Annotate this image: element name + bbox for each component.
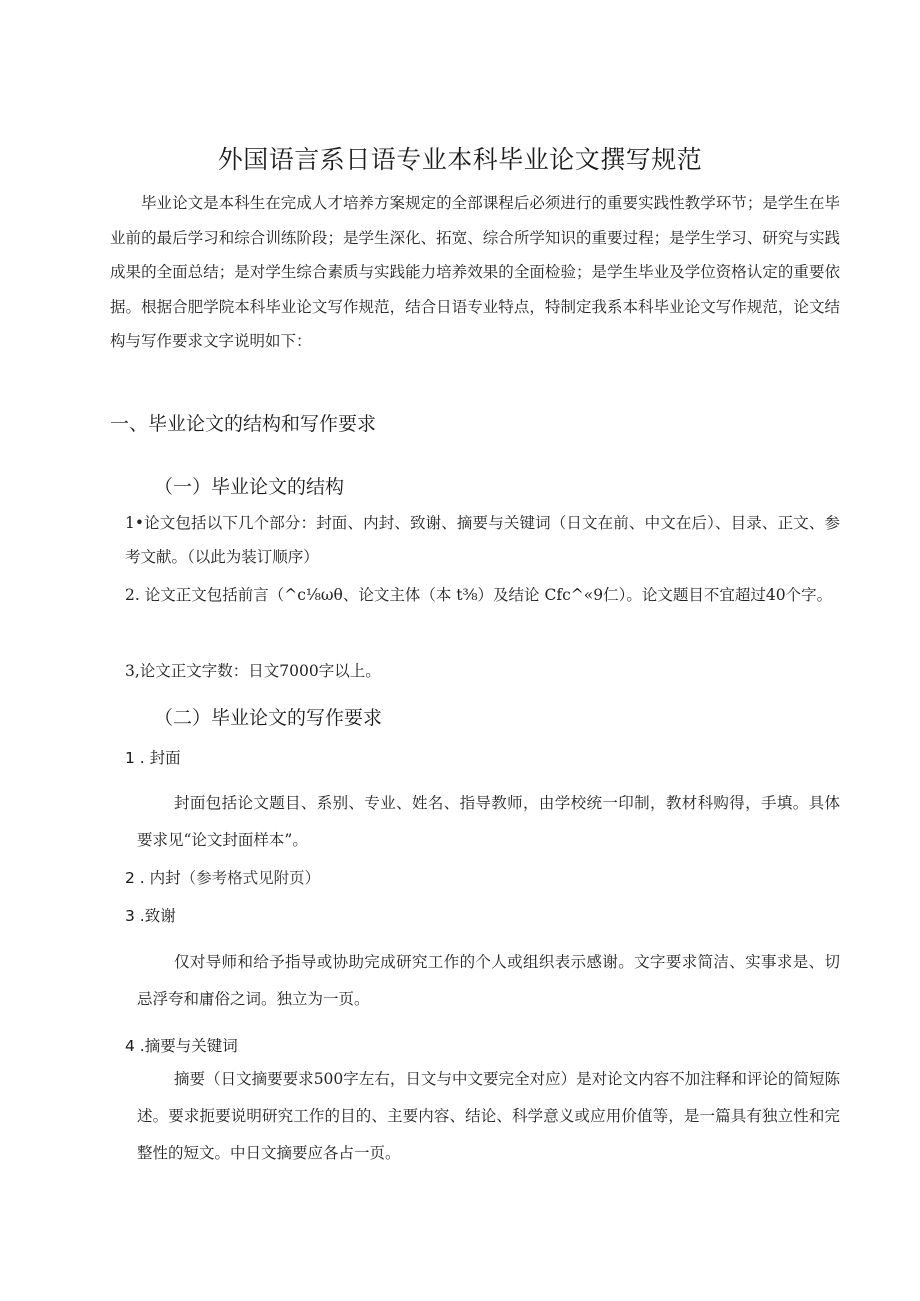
requirement-body-cover: 封面包括论文题目、系别、专业、姓名、指导教师，由学校统一印制，教材科购得，手填。具体要求见“论文封面样本”。	[137, 794, 840, 849]
requirement-heading-cover: 1 . 封面	[125, 749, 181, 767]
subsection-heading-structure: （一）毕业论文的结构	[154, 476, 345, 498]
structure-item-1: 1•论文包括以下几个部分：封面、内封、致谢、摘要与关键词（日文在前、中文在后）、目录、正文、参考文献。（以此为装订顺序）	[125, 514, 840, 566]
structure-item-3: 3,论文正文字数：日文7000字以上。	[125, 662, 381, 680]
requirement-note-inner-cover: （参考格式见附页）	[180, 869, 321, 887]
requirement-heading-inner-cover-label: 2 . 内封	[125, 869, 181, 887]
subsection-heading-writing-requirements: （二）毕业论文的写作要求	[154, 707, 383, 729]
requirement-body-abstract-keywords: 摘要（日文摘要要求500字左右，日文与中文要完全对应）是对论文内容不加注释和评论的简短陈述。要求扼要说明研究工作的目的、主要内容、结论、科学意义或应用价值等，是一篇具有独立性和完整性的短文。中日文摘要应各占一页。	[137, 1070, 840, 1162]
requirement-body-acknowledgement: 仅对导师和给予指导或协助完成研究工作的个人或组织表示感谢。文字要求简洁、实事求是、切忌浮夸和庸俗之词。独立为一页。	[137, 953, 840, 1008]
document-title: 外国语言系日语专业本科毕业论文撰写规范	[217, 145, 703, 174]
section-heading-structure-and-requirements: 一、毕业论文的结构和写作要求	[110, 413, 377, 435]
requirement-heading-abstract-keywords: 4 .摘要与关键词	[125, 1037, 238, 1055]
requirement-heading-acknowledgement: 3 .致谢	[125, 907, 176, 925]
structure-item-2: 2. 论文正文包括前言（^c⅛ωθ、论文主体（本 t⅜）及结论 Cfc^«9仁）。论文题目不宜超过40个字。	[125, 586, 833, 604]
requirement-heading-inner-cover	[125, 866, 320, 888]
intro-paragraph: 毕业论文是本科生在完成人才培养方案规定的全部课程后必须进行的重要实践性教学环节；是学生在毕业前的最后学习和综合训练阶段；是学生深化、拓宽、综合所学知识的重要过程；是学生学习、研究与实践成果的全面总结；是对学生综合素质与实践能力培养效果的全面检验；是学生毕业及学位资格认定的重要依据。根据合肥学院本科毕业论文写作规范，结合日语专业特点，特制定我系本科毕业论文写作规范，论文结构与写作要求文字说明如下：	[110, 194, 840, 350]
